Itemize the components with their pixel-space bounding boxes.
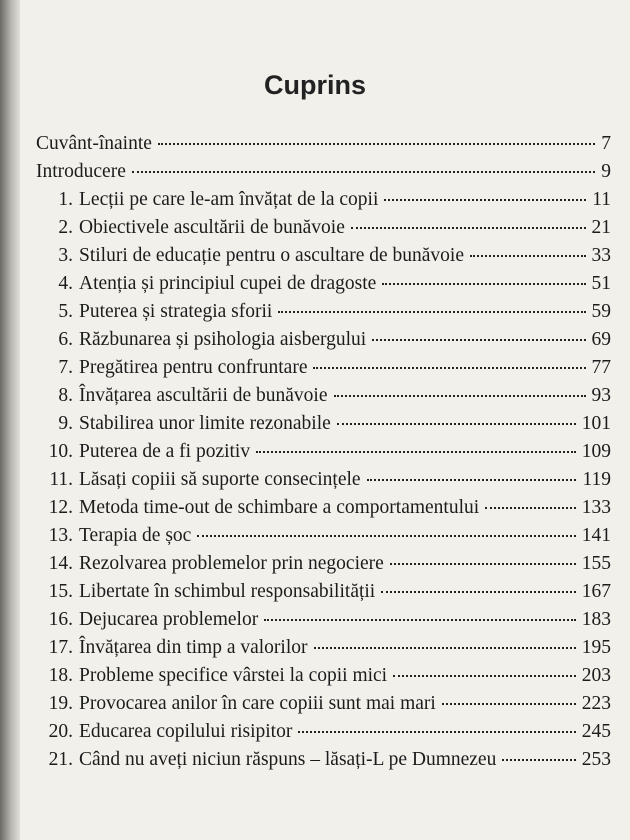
toc-entry — [48, 609, 611, 637]
toc-leader-dots — [393, 675, 576, 677]
toc-entry-number: 17. — [48, 637, 73, 658]
toc-entry-page: 119 — [582, 469, 611, 490]
toc-entry-number: 21. — [48, 749, 73, 770]
toc-entry-page: 195 — [581, 637, 611, 658]
toc-entry-title: Probleme specifice vârstei la copii mici — [79, 665, 388, 686]
toc-entry-title: Stiluri de educație pentru o ascultare de bunăvoie — [79, 245, 464, 266]
toc-entry — [48, 749, 611, 777]
toc-entry — [48, 581, 611, 609]
toc-leader-dots — [372, 339, 585, 341]
toc-entry-title: Obiectivele ascultării de bunăvoie — [79, 217, 345, 238]
toc-leader-dots — [256, 451, 576, 453]
toc-entry — [48, 693, 611, 721]
toc-leader-dots — [132, 171, 595, 173]
toc-leader-dots — [384, 199, 586, 201]
toc-entry-title: Provocarea anilor în care copiii sunt mai mari — [79, 693, 436, 714]
toc-entry — [48, 637, 611, 665]
toc-leader-dots — [351, 227, 586, 229]
toc-entry — [48, 273, 611, 301]
toc-entry-number: 6. — [58, 329, 73, 350]
toc-leader-dots — [381, 591, 576, 593]
toc-leader-dots — [158, 143, 595, 145]
toc-entry-number: 13. — [48, 525, 73, 546]
toc-entry-title: Stabilirea unor limite rezonabile — [79, 413, 331, 434]
toc-entry — [48, 721, 611, 749]
toc-entry-title: Cuvânt-înainte — [36, 133, 152, 154]
page-title: Cuprins — [263, 70, 366, 100]
toc-leader-dots — [334, 395, 586, 397]
toc-entry — [48, 189, 611, 217]
toc-entry-page: 69 — [591, 329, 611, 350]
toc-entry — [48, 441, 611, 469]
toc-entry-title: Învățarea din timp a valorilor — [79, 637, 308, 658]
toc-entry-page: 77 — [591, 357, 611, 378]
toc-leader-dots — [278, 311, 585, 313]
toc-entry-number: 5. — [58, 301, 73, 322]
book-spine-edge — [0, 0, 20, 840]
toc-entry-page: 11 — [592, 189, 611, 210]
toc-entry-title: Când nu aveți niciun răspuns – lăsați-L pe Dumnezeu — [79, 749, 497, 770]
toc-entry — [48, 413, 611, 441]
toc-entry-number: 3. — [58, 245, 73, 266]
toc-entry-page: 9 — [601, 161, 611, 182]
toc-leader-dots — [367, 479, 577, 481]
toc-entry-title: Dejucarea problemelor — [79, 609, 259, 630]
toc-entry — [48, 245, 611, 273]
toc-leader-dots — [313, 367, 585, 369]
toc-entry-number: 10. — [48, 441, 73, 462]
toc-entry-title: Metoda time-out de schimbare a comportamentului — [79, 497, 480, 518]
toc-entry-number: 16. — [48, 609, 73, 630]
toc-entry-page: 33 — [591, 245, 611, 266]
toc-entry-title: Răzbunarea și psihologia aisbergului — [79, 329, 367, 350]
toc-leader-dots — [485, 507, 576, 509]
toc-entry-title: Educarea copilului risipitor — [79, 721, 293, 742]
toc-leader-dots — [264, 619, 576, 621]
toc-entry — [36, 133, 611, 161]
toc-entry-page: 101 — [581, 413, 611, 434]
toc-entry-page: 109 — [581, 441, 611, 462]
toc-entry-number: 9. — [58, 413, 73, 434]
toc-entry — [48, 469, 611, 497]
toc-entry-page: 167 — [581, 581, 611, 602]
toc-entry-number: 14. — [48, 553, 73, 574]
toc-entry-number: 7. — [58, 357, 73, 378]
toc-entry-page: 203 — [581, 665, 611, 686]
toc-entry — [48, 525, 611, 553]
toc-entry — [48, 497, 611, 525]
toc-entry-title: Libertate în schimbul responsabilității — [79, 581, 376, 602]
toc-entry-page: 21 — [591, 217, 611, 238]
toc-entry-page: 133 — [581, 497, 611, 518]
toc-entry-title: Introducere — [36, 161, 126, 182]
toc-entry — [48, 665, 611, 693]
toc-entry-page: 245 — [581, 721, 611, 742]
toc-leader-dots — [382, 283, 585, 285]
toc-leader-dots — [470, 255, 586, 257]
toc-entry-title: Terapia de șoc — [79, 525, 192, 546]
toc-entry — [36, 161, 611, 189]
toc-entry-number: 11. — [49, 469, 73, 490]
toc-entry-page: 51 — [591, 273, 611, 294]
toc-entry-title: Puterea de a fi pozitiv — [79, 441, 251, 462]
toc-entry-number: 4. — [58, 273, 73, 294]
toc-entry — [48, 301, 611, 329]
toc-entry-title: Lăsați copiii să suporte consecințele — [79, 469, 361, 490]
toc-entry-number: 8. — [58, 385, 73, 406]
toc-entry-page: 141 — [581, 525, 611, 546]
toc-entry-title: Învățarea ascultării de bunăvoie — [79, 385, 328, 406]
toc-leader-dots — [502, 759, 575, 761]
toc-entry-title: Lecții pe care le-am învățat de la copii — [79, 189, 379, 210]
toc-entry-page: 93 — [591, 385, 611, 406]
toc-entry-number: 18. — [48, 665, 73, 686]
toc-entry — [48, 385, 611, 413]
toc-entry-title: Atenția și principiul cupei de dragoste — [79, 273, 377, 294]
toc-entry-title: Pregătirea pentru confruntare — [79, 357, 308, 378]
toc-entry-page: 253 — [581, 749, 611, 770]
toc-leader-dots — [314, 647, 576, 649]
toc-entry — [48, 329, 611, 357]
toc-leader-dots — [442, 703, 576, 705]
toc-entry-number: 19. — [48, 693, 73, 714]
toc-entry-page: 155 — [581, 553, 611, 574]
toc-leader-dots — [197, 535, 575, 537]
toc-entry-page: 7 — [601, 133, 611, 154]
toc-leader-dots — [390, 563, 576, 565]
toc-entry-number: 1. — [58, 189, 73, 210]
toc-entry — [48, 217, 611, 245]
toc-entry-page: 183 — [581, 609, 611, 630]
toc-entry-page: 223 — [581, 693, 611, 714]
toc-entry-number: 20. — [48, 721, 73, 742]
toc-entry — [48, 357, 611, 385]
toc-entry-page: 59 — [591, 301, 611, 322]
toc-entry-number: 12. — [48, 497, 73, 518]
toc-entry-title: Rezolvarea problemelor prin negociere — [79, 553, 384, 574]
toc-leader-dots — [337, 423, 576, 425]
toc-entry — [48, 553, 611, 581]
toc-entry-title: Puterea și strategia sforii — [79, 301, 273, 322]
toc-entry-number: 2. — [58, 217, 73, 238]
toc-entry-number: 15. — [48, 581, 73, 602]
toc-leader-dots — [298, 731, 575, 733]
